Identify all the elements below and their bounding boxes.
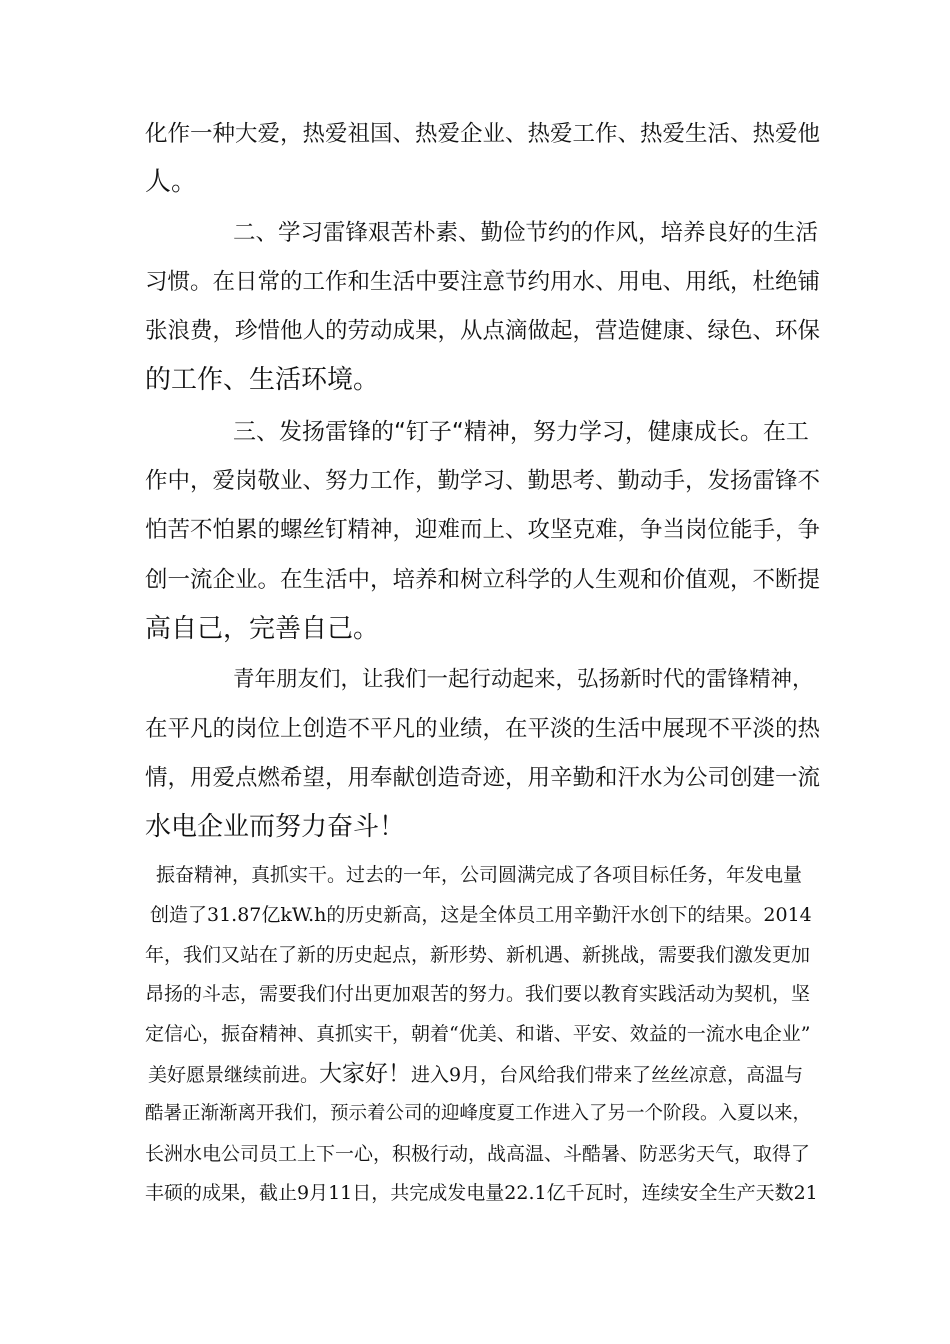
paragraph-text: 美好愿景继续前进。 xyxy=(148,1064,320,1086)
paragraph-line: 丰硕的成果，截止9月11日，共完成发电量22.1亿千瓦时，连续安全生产天数21 xyxy=(145,1182,818,1204)
paragraph-line xyxy=(148,1061,803,1088)
paragraph-line: 创一流企业。在生活中，培养和树立科学的人生观和价值观，不断提 xyxy=(145,567,821,593)
paragraph-line: 三、发扬雷锋的“钉子“精神，努力学习，健康成长。在工 xyxy=(233,419,809,445)
paragraph-line: 在平凡的岗位上创造不平凡的业绩，在平淡的生活中展现不平淡的热 xyxy=(145,716,821,742)
paragraph-line: 水电企业而努力奋斗！ xyxy=(145,812,406,842)
paragraph-line: 二、学习雷锋艰苦朴素、勤俭节约的作风，培养良好的生活 xyxy=(233,220,819,246)
paragraph-line: 情，用爱点燃希望，用奉献创造奇迹，用辛勤和汗水为公司创建一流 xyxy=(145,765,821,791)
paragraph-line: 定信心，振奋精神、真抓实干，朝着“优美、和谐、平安、效益的一流水电企业” xyxy=(145,1023,811,1045)
paragraph-line: 年，我们又站在了新的历史起点，新形势、新机遇、新挑战，需要我们激发更加 xyxy=(145,944,811,966)
paragraph-line: 创造了31.87亿kW.h的历史新高，这是全体员工用辛勤汗水创下的结果。2014 xyxy=(150,904,812,926)
paragraph-text: 进入9月，台风给我们带来了丝丝凉意，高温与 xyxy=(411,1064,804,1086)
paragraph-line: 昂扬的斗志，需要我们付出更加艰苦的努力。我们要以教育实践活动为契机，坚 xyxy=(145,983,811,1005)
greeting-text: 大家好！ xyxy=(319,1061,412,1087)
paragraph-line: 高自己，完善自己。 xyxy=(145,614,380,644)
paragraph-line: 酷暑正渐渐离开我们，预示着公司的迎峰度夏工作进入了另一个阶段。入夏以来， xyxy=(145,1103,812,1124)
paragraph-line: 作中，爱岗敬业、努力工作，勤学习、勤思考、勤动手，发扬雷锋不 xyxy=(145,468,821,494)
paragraph-line: 长洲水电公司员工上下一心，积极行动，战高温、斗酷暑、防恶劣天气，取得了 xyxy=(145,1143,811,1165)
paragraph-line: 青年朋友们，让我们一起行动起来，弘扬新时代的雷锋精神， xyxy=(233,667,814,692)
paragraph-line: 人。 xyxy=(145,167,198,197)
paragraph-line: 振奋精神，真抓实干。过去的一年，公司圆满完成了各项目标任务，年发电量 xyxy=(156,864,803,886)
paragraph-line: 化作一种大爱，热爱祖国、热爱企业、热爱工作、热爱生活、热爱他 xyxy=(145,121,821,147)
paragraph-line: 怕苦不怕累的螺丝钉精神，迎难而上、攻坚克难，争当岗位能手，争 xyxy=(145,517,821,543)
paragraph-line: 的工作、生活环境。 xyxy=(145,365,380,395)
paragraph-line: 习惯。在日常的工作和生活中要注意节约用水、用电、用纸，杜绝铺 xyxy=(145,269,821,295)
paragraph-line: 张浪费，珍惜他人的劳动成果，从点滴做起，营造健康、绿色、环保 xyxy=(145,318,821,344)
